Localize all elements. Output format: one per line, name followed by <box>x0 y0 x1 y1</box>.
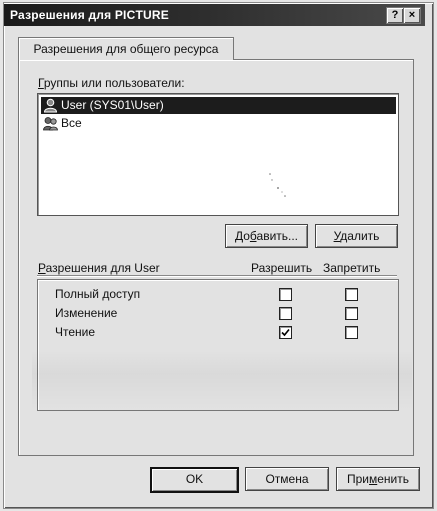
tab-share-permissions[interactable] <box>18 37 234 60</box>
deny-checkbox[interactable] <box>345 288 358 301</box>
scan-specks <box>260 168 300 208</box>
permission-name: Чтение <box>55 325 96 339</box>
allow-column-header: Разрешить <box>251 261 313 275</box>
allow-checkbox[interactable] <box>279 288 292 301</box>
permissions-label: Разрешения для User <box>38 261 160 275</box>
checkmark-icon <box>280 327 291 338</box>
user-icon <box>43 98 58 113</box>
deny-checkbox[interactable] <box>345 326 358 339</box>
deny-column-header: Запретить <box>323 261 381 275</box>
list-item-label: Все <box>61 116 82 130</box>
close-button[interactable]: × <box>403 7 421 24</box>
permission-name: Полный доступ <box>55 287 141 301</box>
help-button[interactable]: ? <box>386 7 404 24</box>
window-title: Разрешения для PICTURE <box>10 8 169 22</box>
divider <box>37 275 397 276</box>
list-item-label: User (SYS01\User) <box>61 98 164 112</box>
group-icon <box>43 116 58 131</box>
groups-label: Группы или пользователи: <box>38 76 185 90</box>
remove-button[interactable]: Удалить <box>315 224 398 248</box>
allow-checkbox[interactable] <box>279 326 292 339</box>
tab-label: Разрешения для общего ресурса <box>33 42 219 56</box>
ok-button[interactable]: OK <box>150 467 239 493</box>
deny-checkbox[interactable] <box>345 307 358 320</box>
add-button[interactable]: Добавить... <box>225 224 308 248</box>
title-bar[interactable] <box>4 4 425 26</box>
apply-button[interactable]: Применить <box>336 467 420 491</box>
groups-listbox[interactable] <box>37 93 399 216</box>
list-item-user[interactable] <box>41 97 396 114</box>
allow-checkbox[interactable] <box>279 307 292 320</box>
cancel-button[interactable]: Отмена <box>245 467 329 491</box>
permission-name: Изменение <box>55 306 118 320</box>
list-item-everyone[interactable] <box>41 115 86 132</box>
